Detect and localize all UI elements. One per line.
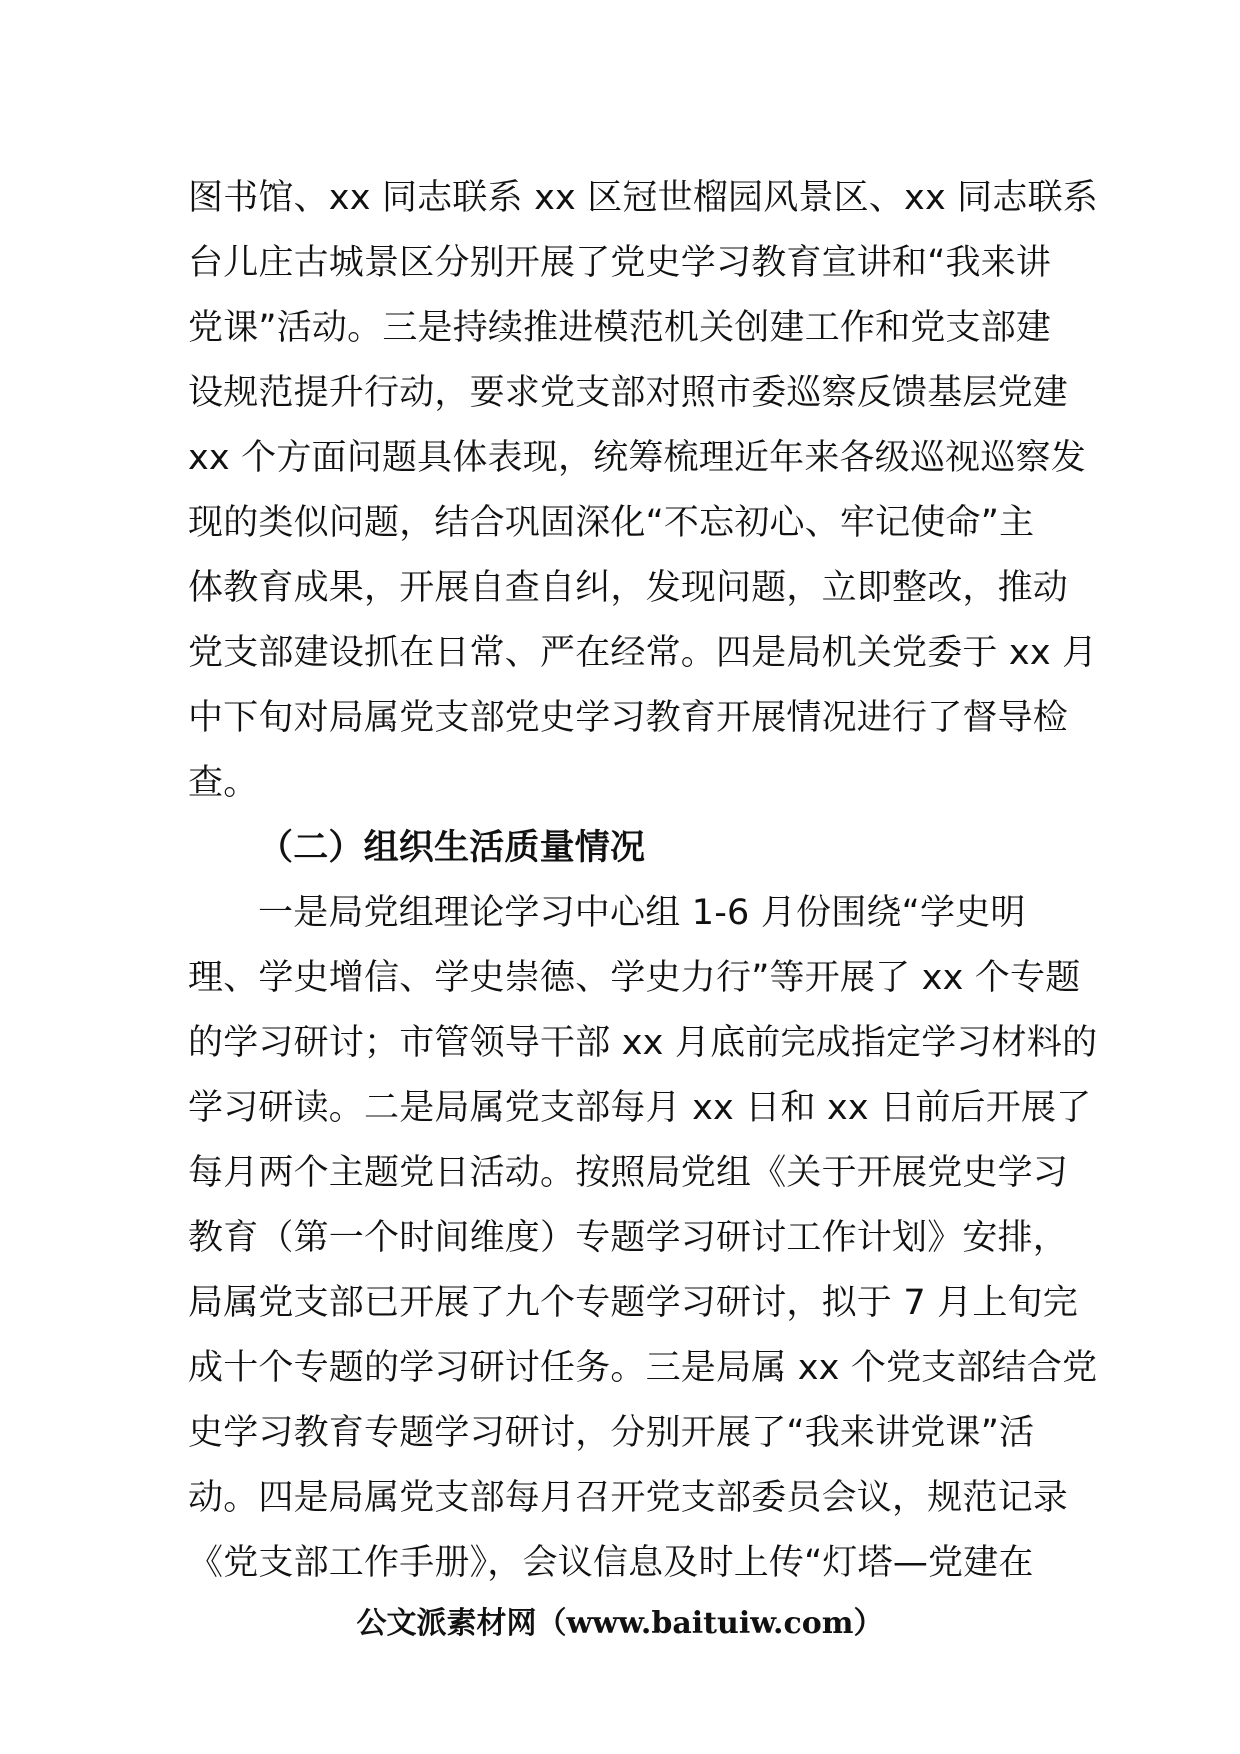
body-line: 体教育成果，开展自查自纠，发现问题，立即整改，推动 — [188, 568, 1069, 608]
body-line: 图书馆、xx 同志联系 xx 区冠世榴园风景区、xx 同志联系 — [188, 178, 1098, 218]
document-body — [188, 166, 1098, 1596]
body-line: 局属党支部已开展了九个专题学习研讨，拟于 7 月上旬完 — [188, 1283, 1078, 1323]
body-line: 党支部建设抓在日常、严在经常。四是局机关党委于 xx 月 — [188, 633, 1098, 673]
body-line: 《党支部工作手册》，会议信息及时上传“灯塔—党建在 — [188, 1543, 1034, 1583]
body-line: 成十个专题的学习研讨任务。三是局属 xx 个党支部结合党 — [188, 1348, 1098, 1388]
body-line: 史学习教育专题学习研讨，分别开展了“我来讲党课”活 — [188, 1413, 1035, 1453]
body-line: 党课”活动。三是持续推进模范机关创建工作和党支部建 — [188, 308, 1052, 348]
body-line: xx 个方面问题具体表现，统筹梳理近年来各级巡视巡察发 — [188, 438, 1086, 478]
body-line: 每月两个主题党日活动。按照局党组《关于开展党史学习 — [188, 1153, 1069, 1193]
body-line: 理、学史增信、学史崇德、学史力行”等开展了 xx 个专题 — [188, 958, 1081, 998]
body-line: 的学习研讨；市管领导干部 xx 月底前完成指定学习材料的 — [188, 1023, 1098, 1063]
body-line: 查。 — [188, 763, 259, 803]
paragraph-first-line: 一是局党组理论学习中心组 1-6 月份围绕“学史明 — [258, 893, 1026, 933]
body-line: 设规范提升行动，要求党支部对照市委巡察反馈基层党建 — [188, 373, 1069, 413]
body-line: 中下旬对局属党支部党史学习教育开展情况进行了督导检 — [188, 698, 1069, 738]
body-line: 台儿庄古城景区分别开展了党史学习教育宣讲和“我来讲 — [188, 243, 1052, 283]
body-line: 现的类似问题，结合巩固深化“不忘初心、牢记使命”主 — [188, 503, 1035, 543]
body-line: 学习研读。二是局属党支部每月 xx 日和 xx 日前后开展了 — [188, 1088, 1092, 1128]
body-line: 动。四是局属党支部每月召开党支部委员会议，规范记录 — [188, 1478, 1069, 1518]
body-line: 教育（第一个时间维度）专题学习研讨工作计划》安排， — [188, 1218, 1069, 1258]
page-footer: 公文派素材网（www.baituiw.com） — [356, 1606, 884, 1641]
section-heading: （二）组织生活质量情况 — [258, 828, 646, 868]
